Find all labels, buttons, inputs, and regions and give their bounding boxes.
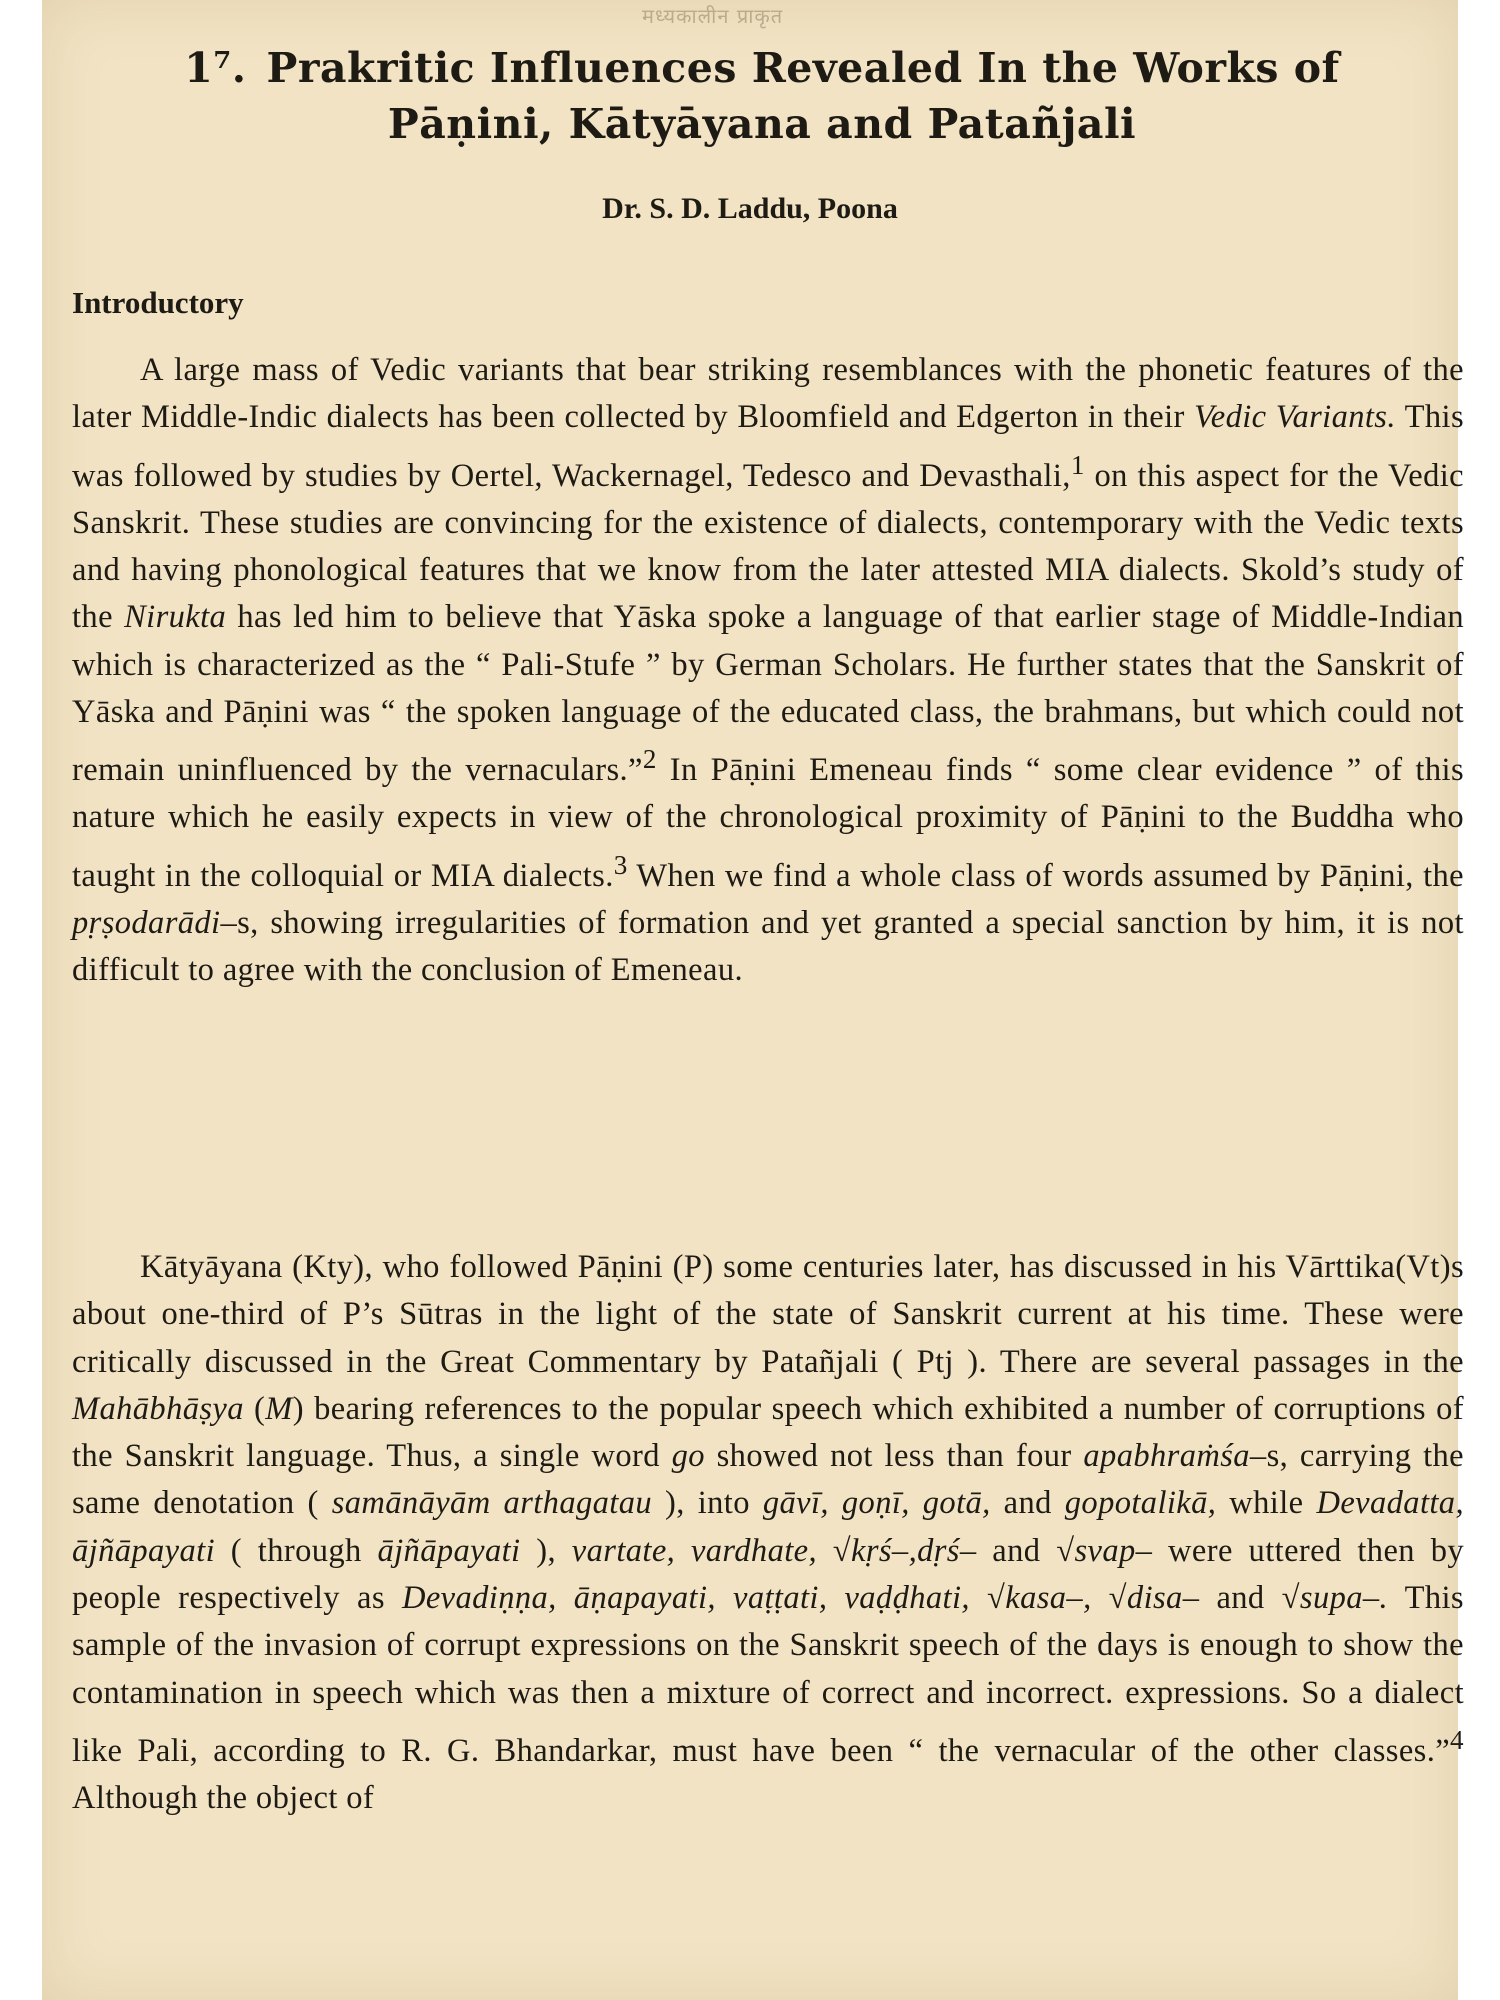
article-title — [112, 40, 1412, 152]
footnote-ref-3: 3 — [613, 849, 628, 880]
section-heading: Introductory — [72, 285, 244, 320]
footnote-ref-1: 1 — [1070, 449, 1085, 480]
author-line: Dr. S. D. Laddu, Poona — [602, 192, 898, 225]
bleed-through-text: मध्यकालीन प्राकृत — [642, 4, 784, 28]
page — [42, 0, 1464, 2000]
title-line-1: Prakritic Influences Revealed In the Works of — [266, 44, 1340, 92]
title-line-2: Pāṇini, Kātyāyana and Patañjali — [387, 100, 1137, 148]
article-number: 1⁷. — [184, 44, 247, 92]
footnote-ref-2: 2 — [642, 744, 657, 775]
paragraph-1: A large mass of Vedic variants that bear striking resemblances with the phonetic features of the later Middle-Indic dialects has been collected by Bloomfield and Edgerton in their Vedic Variants. This was followed by studies by Oertel, Wackernagel, Tedesco and Devasthali,$^1$ on this aspect for the Vedic Sanskrit. These studies are convincing for the existence of dialects, contemporary with the Vedic texts and having phonological features that we know from the later attested MIA dialects. Skold’s study of the Nirukta has led him to believe that Yāska spoke a language of that earlier stage of Middle-Indian which is characterized as the “ Pali-Stufe ” by German Scholars. He further states that the Sanskrit of Yāska and Pāṇini was “ the spoken language of the educated class, the brahmans, but which could not remain uninfluenced by the vernaculars.”$^2$ In Pāṇini Emeneau finds “ some clear evidence ” of this nature which he easily expects in view of the chronological proximity of Pāṇini to the Buddha who taught in the colloquial or MIA dialects.$^3$ When we find a whole class of words assumed by Pāṇini, the pṛṣodarādi–s, showing irregularities of formation and yet granted a special sanction by him, it is not difficult to agree with the conclusion of Emeneau. — [72, 352, 1464, 989]
footnote-ref-4: 4 — [1450, 1724, 1464, 1755]
paragraph-2: Kātyāyana (Kty), who followed Pāṇini (P) some centuries later, has discussed in his Vārttika(Vt)s about one-third of P’s Sūtras in the light of the state of Sanskrit current at his time. These were critically discussed in the Great Commentary by Patañjali ( Ptj ). There are several passages in the Mahābhāṣya (M) bearing references to the popular speech which exhibited a number of corruptions of the Sanskrit language. Thus, a single word go showed not less than four apabhraṁśa–s, carrying the same denotation ( samānāyām arthagatau ), into gāvī, goṇī, gotā, and gopotalikā, while Devadatta, ājñāpayati ( through ājñāpayati ), vartate, vardhate, √kṛś–,dṛś– and √svap– were uttered then by people respectively as Devadiṇṇa, āṇapayati, vaṭṭati, vaḍḍhati, √kasa–, √disa– and √supa–. This sample of the invasion of corrupt expressions on the Sanskrit speech of the days is enough to show the contamination in speech which was then a mixture of correct and incorrect. expressions. So a dialect like Pali, according to R. G. Bhandarkar, must have been “ the vernacular of the other classes.”$^4$ Although the object of — [72, 1249, 1464, 1817]
